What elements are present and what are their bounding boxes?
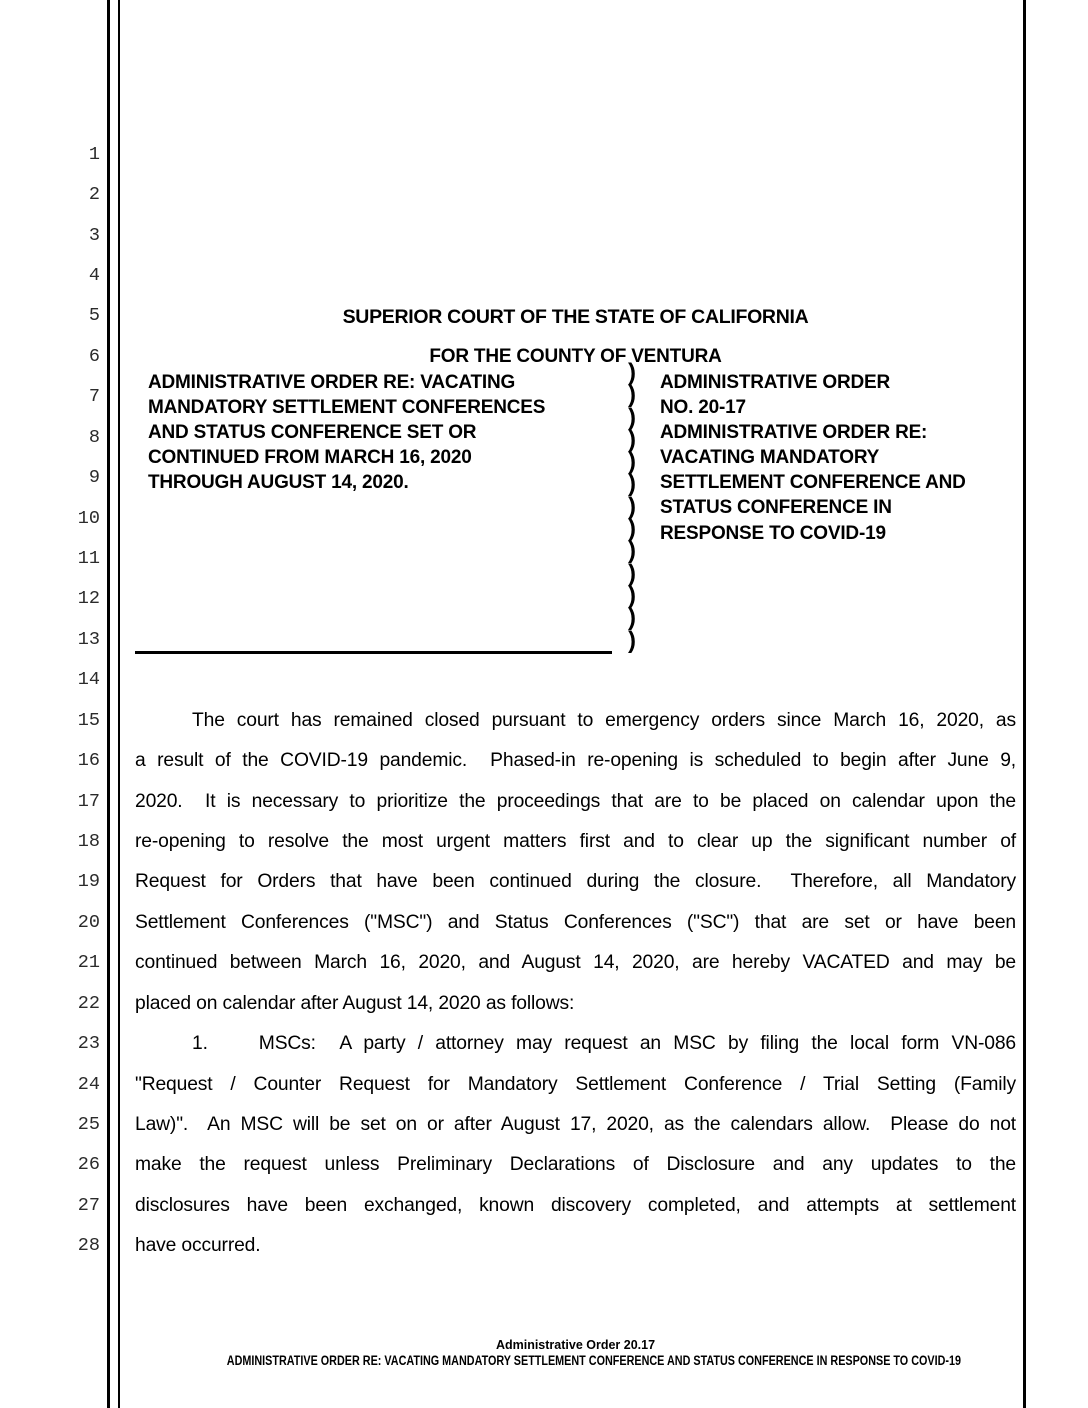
caption-brace: ) <box>628 359 636 386</box>
caption-brace: ) <box>628 626 636 654</box>
line-number: 11 <box>77 548 100 570</box>
caption-brace: ) <box>628 381 636 409</box>
caption-brace: ) <box>628 559 636 587</box>
left-margin-rule-outer <box>107 0 110 1408</box>
body-line: a result of the COVID-19 pandemic. Phased-in re-opening is scheduled to begin after June 9, <box>135 750 1016 772</box>
line-number: 16 <box>77 750 100 772</box>
caption-right-line: SETTLEMENT CONFERENCE AND <box>660 472 966 494</box>
caption-right-block <box>660 370 1016 546</box>
caption-brace: ) <box>628 537 636 565</box>
line-number: 1 <box>88 143 100 165</box>
footer-doc-title: ADMINISTRATIVE ORDER RE: VACATING MANDATORY SETTLEMENT CONFERENCE AND STATUS CONFERENCE IN RESPONSE TO COVID-19 <box>226 1353 962 1368</box>
line-number: 18 <box>77 830 100 852</box>
caption-brace: ) <box>628 581 636 609</box>
caption-brace-column <box>622 359 642 654</box>
line-number: 28 <box>77 1235 100 1257</box>
caption-left-line: MANDATORY SETTLEMENT CONFERENCES <box>148 397 546 419</box>
caption-left-line: THROUGH AUGUST 14, 2020. <box>148 472 409 494</box>
court-subtitle: FOR THE COUNTY OF VENTURA <box>429 346 722 367</box>
line-number: 14 <box>77 669 100 691</box>
line-number: 26 <box>77 1154 100 1176</box>
paragraph-indent <box>135 725 192 726</box>
line-number: 13 <box>77 628 100 650</box>
line-number: 8 <box>88 426 100 448</box>
caption-left-block <box>148 370 608 495</box>
line-number: 7 <box>88 386 100 408</box>
line-number: 22 <box>77 992 100 1014</box>
caption-right-line: NO. 20-17 <box>660 397 746 419</box>
line-number: 5 <box>88 305 100 327</box>
body-line: make the request unless Preliminary Declarations of Disclosure and any updates to the <box>135 1154 1016 1176</box>
body-line: "Request / Counter Request for Mandatory Settlement Conference / Trial Setting (Family <box>135 1073 1016 1095</box>
line-number: 10 <box>77 507 100 529</box>
body-line: The court has remained closed pursuant to emergency orders since March 16, 2020, as <box>135 701 1016 741</box>
caption-brace: ) <box>628 470 636 498</box>
line-number: 27 <box>77 1194 100 1216</box>
body-line: placed on calendar after August 14, 2020 as follows: <box>135 992 575 1014</box>
caption-right-line: VACATING MANDATORY <box>660 447 880 469</box>
tab-space <box>208 1048 259 1049</box>
line-number: 21 <box>77 952 100 974</box>
line-number: 9 <box>88 467 100 489</box>
caption-left-line: AND STATUS CONFERENCE SET OR <box>148 422 477 444</box>
line-number: 2 <box>88 184 100 206</box>
line-number: 6 <box>88 345 100 367</box>
body-line: re-opening to resolve the most urgent matters first and to clear up the significant number of <box>135 831 1016 853</box>
footer-doc-number: Administrative Order 20.17 <box>495 1338 656 1352</box>
line-number: 12 <box>77 588 100 610</box>
footer-doc-title-row <box>135 1352 1016 1369</box>
line-number: 25 <box>77 1113 100 1135</box>
caption-brace: ) <box>628 604 636 632</box>
caption-brace: ) <box>628 425 636 453</box>
line-number: 3 <box>88 224 100 246</box>
body-line: Law)". An MSC will be set on or after August 17, 2020, as the calendars allow. Please do not <box>135 1114 1016 1136</box>
caption-left-line: ADMINISTRATIVE ORDER RE: VACATING <box>148 372 516 393</box>
body-line: 2020. It is necessary to prioritize the proceedings that are to be placed on calendar upon the <box>135 790 1016 812</box>
body-line: Settlement Conferences ("MSC") and Status Conferences ("SC") that are set or have been <box>135 911 1016 933</box>
line-number-column <box>46 135 100 1267</box>
body-text <box>135 701 1016 1267</box>
line-number: 24 <box>77 1073 100 1095</box>
caption-right-line: STATUS CONFERENCE IN <box>660 497 892 519</box>
caption-underline <box>135 651 612 654</box>
line-number: 4 <box>88 265 100 287</box>
body-line: have occurred. <box>135 1235 261 1257</box>
right-margin-rule <box>1023 0 1026 1408</box>
court-title: SUPERIOR COURT OF THE STATE OF CALIFORNIA <box>342 306 809 328</box>
body-line: Request for Orders that have been continued during the closure. Therefore, all Mandatory <box>135 871 1016 893</box>
caption-brace: ) <box>628 448 636 476</box>
caption-left-line: CONTINUED FROM MARCH 16, 2020 <box>148 447 472 469</box>
caption-brace: ) <box>628 492 636 520</box>
line-number: 15 <box>77 709 100 731</box>
caption-right-line: RESPONSE TO COVID-19 <box>660 522 886 544</box>
body-line: disclosures have been exchanged, known discovery completed, and attempts at settlement <box>135 1194 1016 1216</box>
caption-right-line: ADMINISTRATIVE ORDER RE: <box>660 422 928 444</box>
body-line: 1. MSCs: A party / attorney may request an MSC by filing the local form VN-086 <box>135 1024 1016 1064</box>
caption-brace: ) <box>628 403 636 431</box>
line-number: 23 <box>77 1033 100 1055</box>
line-number: 19 <box>77 871 100 893</box>
line-number: 17 <box>77 790 100 812</box>
left-margin-rule-inner <box>118 0 121 1408</box>
body-line: continued between March 16, 2020, and August 14, 2020, are hereby VACATED and may be <box>135 952 1016 974</box>
line-number: 20 <box>77 911 100 933</box>
caption-right-line: ADMINISTRATIVE ORDER <box>660 372 890 393</box>
caption-brace: ) <box>628 515 636 543</box>
paragraph-indent <box>135 1048 192 1049</box>
